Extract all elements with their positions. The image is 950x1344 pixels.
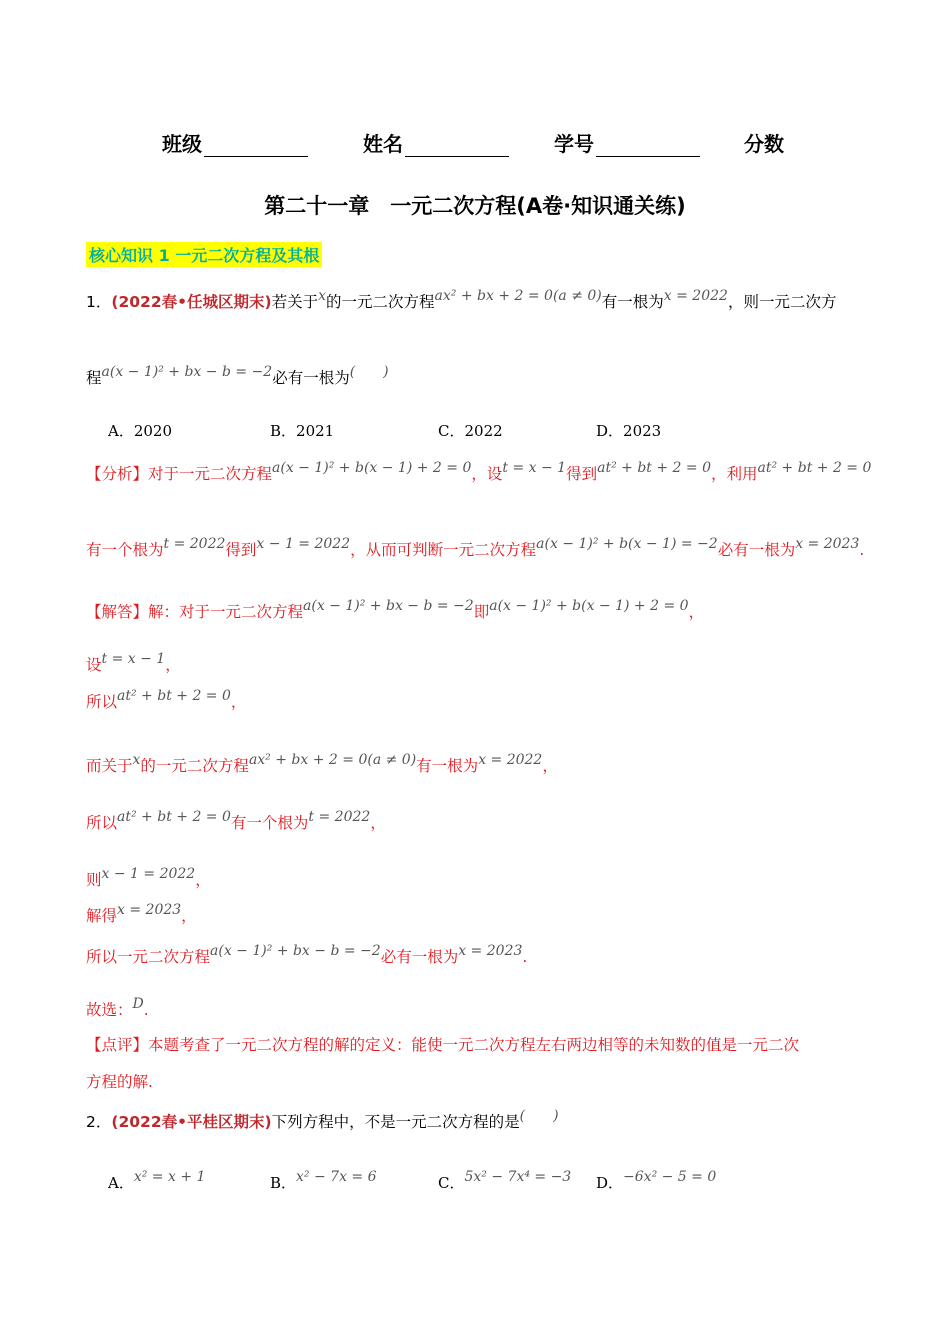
q2-number: 2． xyxy=(86,1113,112,1131)
analysis-text: 得到 xyxy=(225,541,257,559)
solution-line3 xyxy=(86,690,246,712)
solution-text: 解得 xyxy=(86,907,118,925)
solution-text: 所以一元二次方程 xyxy=(86,948,211,966)
analysis-text: 对于一元二次方程 xyxy=(148,465,273,483)
student-id-field xyxy=(554,128,700,157)
analysis-math: at² + bt + 2 = 0 xyxy=(757,460,872,476)
solution-text: 有一根为 xyxy=(416,757,479,775)
option-eq: 5x² − 7x⁴ = −3 xyxy=(464,1169,572,1185)
solution-math: a(x − 1)² + bx − b = −2 xyxy=(210,943,381,959)
solution-math: x = 2022 xyxy=(478,752,543,768)
analysis-line1 xyxy=(86,462,871,484)
analysis-math: a(x − 1)² + b(x − 1) = −2 xyxy=(536,536,718,552)
solution-text: ， xyxy=(195,871,211,889)
solution-line7 xyxy=(86,904,197,926)
analysis-text: . xyxy=(859,541,865,559)
q2-line xyxy=(86,1110,559,1132)
solution-text: 设 xyxy=(86,656,102,674)
q1-option-a: A．2020 xyxy=(108,422,173,440)
solution-math: x xyxy=(132,752,141,768)
q1-paren: ( ) xyxy=(349,364,389,380)
solution-line2 xyxy=(86,653,181,675)
solution-text: . xyxy=(522,948,528,966)
analysis-text: ，从而可判断一元二次方程 xyxy=(350,541,537,559)
q2-source: (2022春•平桂区期末) xyxy=(111,1113,272,1131)
solution-line1 xyxy=(86,600,704,622)
analysis-math: x = 2023 xyxy=(795,536,860,552)
solution-text: 故选： xyxy=(86,1001,133,1019)
solution-math: x = 2023 xyxy=(458,943,523,959)
student-id-blank xyxy=(596,138,700,157)
analysis-math: a(x − 1)² + b(x − 1) + 2 = 0 xyxy=(272,460,472,476)
analysis-math: t = 2022 xyxy=(163,536,226,552)
solution-math: ax² + bx + 2 = 0(a ≠ 0) xyxy=(248,752,417,768)
solution-line5 xyxy=(86,811,386,833)
analysis-text: ，设 xyxy=(471,465,503,483)
q1-option-b: B．2021 xyxy=(270,422,335,440)
q1-math-eq1: ax² + bx + 2 = 0(a ≠ 0) xyxy=(434,288,602,304)
option-label: C． xyxy=(438,1174,465,1192)
solution-text: . xyxy=(143,1001,149,1019)
option-eq: x² − 7x = 6 xyxy=(296,1169,377,1185)
solution-text: ， xyxy=(542,757,558,775)
analysis-label: 【分析】 xyxy=(86,465,149,483)
q1-number: 1． xyxy=(86,293,112,311)
q1-text: 若关于 xyxy=(271,293,319,311)
solution-text: 解：对于一元二次方程 xyxy=(148,603,304,621)
q1-math-root: x = 2022 xyxy=(663,288,728,304)
solution-text: 必有一根为 xyxy=(380,948,459,966)
solution-text: ， xyxy=(688,603,705,621)
comment-line1 xyxy=(86,1033,799,1055)
solution-text: 而关于 xyxy=(86,757,133,775)
solution-math: t = x − 1 xyxy=(101,651,166,667)
comment-text: 本题考查了一元二次方程的解的定义：能使一元二次方程左右两边相等的未知数的值是一元二次 xyxy=(148,1036,800,1054)
solution-label: 【解答】 xyxy=(86,603,149,621)
q2-paren: ( ) xyxy=(519,1108,559,1124)
solution-math: a(x − 1)² + bx − b = −2 xyxy=(303,598,474,614)
q2-option-d xyxy=(596,1169,717,1193)
student-id-label: 学号 xyxy=(554,132,594,156)
q1-text: 有一根为 xyxy=(601,293,664,311)
option-label: A． xyxy=(108,1174,134,1192)
analysis-line2 xyxy=(86,538,864,560)
name-field xyxy=(363,128,509,157)
analysis-text: 必有一根为 xyxy=(717,541,796,559)
solution-text: ， xyxy=(370,814,386,832)
solution-text: 即 xyxy=(473,603,490,621)
solution-math: x − 1 = 2022 xyxy=(101,866,196,882)
solution-math: x = 2023 xyxy=(117,902,182,918)
solution-text: ， xyxy=(230,693,247,711)
solution-line4 xyxy=(86,754,558,776)
class-blank xyxy=(204,138,308,157)
solution-line9 xyxy=(86,998,149,1020)
name-label: 姓名 xyxy=(363,132,403,156)
solution-math: at² + bt + 2 = 0 xyxy=(117,809,231,825)
solution-text: 所以 xyxy=(86,693,118,711)
solution-line6 xyxy=(86,868,211,890)
analysis-math: at² + bt + 2 = 0 xyxy=(597,460,711,476)
score-label: 分数 xyxy=(744,132,784,156)
section-heading: 核心知识 1 一元二次方程及其根 xyxy=(86,242,322,267)
solution-text: 的一元二次方程 xyxy=(140,757,249,775)
solution-text: 有一个根为 xyxy=(230,814,309,832)
q1-option-d: D．2023 xyxy=(596,422,662,440)
q1-line2 xyxy=(86,366,389,388)
option-eq: x² = x + 1 xyxy=(133,1169,206,1185)
comment-label: 【点评】 xyxy=(86,1036,149,1054)
q2-option-b xyxy=(270,1169,377,1193)
q1-text: 必有一根为 xyxy=(272,369,350,387)
solution-text: ， xyxy=(165,656,181,674)
analysis-math: x − 1 = 2022 xyxy=(256,536,351,552)
q1-text: ，则一元二次方 xyxy=(727,293,837,311)
q2-text: 下列方程中，不是一元二次方程的是 xyxy=(271,1113,520,1131)
class-label: 班级 xyxy=(162,132,202,156)
option-label: D． xyxy=(596,1174,624,1192)
solution-math: a(x − 1)² + b(x − 1) + 2 = 0 xyxy=(489,598,689,614)
solution-text: 则 xyxy=(86,871,102,889)
analysis-text: ，利用 xyxy=(711,465,758,483)
solution-text: 所以 xyxy=(86,814,118,832)
analysis-text: 有一个根为 xyxy=(86,541,164,559)
analysis-math: t = x − 1 xyxy=(502,460,567,476)
comment-line2: 方程的解. xyxy=(86,1073,153,1091)
class-field xyxy=(162,128,308,157)
solution-math: at² + bt + 2 = 0 xyxy=(117,688,231,704)
option-eq: −6x² − 5 = 0 xyxy=(623,1169,717,1185)
solution-answer: D xyxy=(132,996,144,1012)
q1-text: 程 xyxy=(86,369,102,387)
option-label: B． xyxy=(270,1174,297,1192)
analysis-text: 得到 xyxy=(566,465,598,483)
solution-text: ， xyxy=(181,907,197,925)
solution-math: t = 2022 xyxy=(308,809,371,825)
q1-text: 的一元二次方程 xyxy=(326,293,435,311)
q1-line1 xyxy=(86,290,836,312)
q2-option-a xyxy=(108,1169,206,1193)
q2-option-c xyxy=(438,1169,572,1193)
q1-option-c: C．2022 xyxy=(438,422,503,440)
solution-line8 xyxy=(86,945,527,967)
q1-math-x: x xyxy=(318,288,327,304)
name-blank xyxy=(405,138,509,157)
q1-source: (2022春•任城区期末) xyxy=(111,293,272,311)
page-title: 第二十一章 一元二次方程(A卷·知识通关练) xyxy=(264,194,686,218)
q1-math-eq2: a(x − 1)² + bx − b = −2 xyxy=(101,364,273,380)
